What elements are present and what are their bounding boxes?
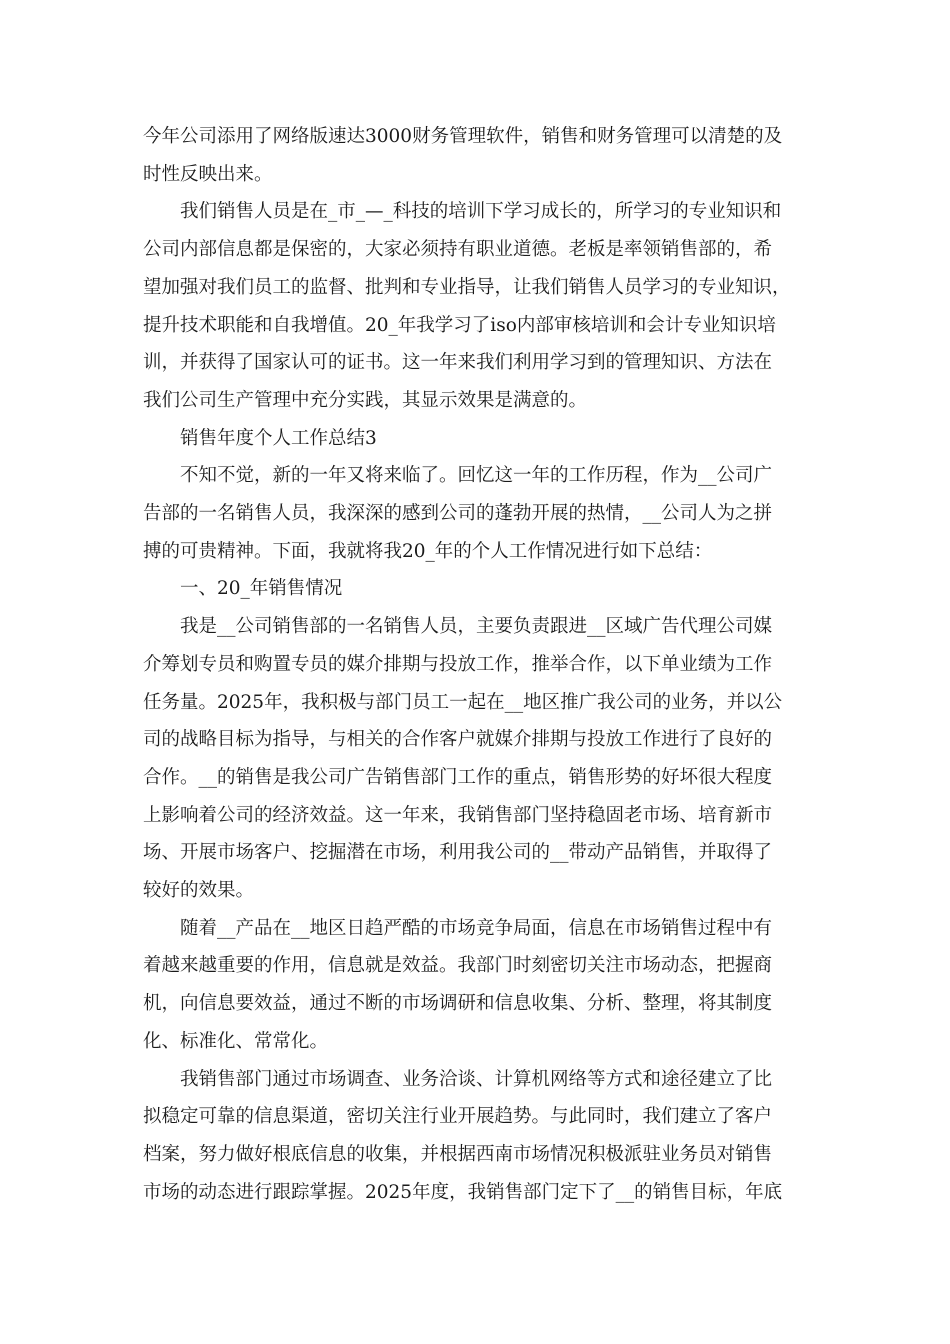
- text-line: 时性反映出来。: [143, 164, 273, 185]
- text-line: 着越来越重要的作用，信息就是效益。我部门时刻密切关注市场动态，把握商: [143, 955, 773, 976]
- text-line: 合作。__的销售是我公司广告销售部门工作的重点，销售形势的好坏很大程度: [143, 767, 773, 788]
- text-line: 今年公司添用了网络版速达3000财务管理软件，销售和财务管理可以清楚的及: [143, 126, 783, 147]
- text-line: 随着__产品在__地区日趋严酷的市场竞争局面，信息在市场销售过程中有: [180, 918, 773, 939]
- text-line: 不知不觉，新的一年又将来临了。回忆这一年的工作历程，作为__公司广: [180, 465, 773, 486]
- text-line: 我们销售人员是在_市_—_科技的培训下学习成长的，所学习的专业知识和: [180, 201, 782, 222]
- text-line: 机，向信息要效益，通过不断的市场调研和信息收集、分析、整理，将其制度: [143, 993, 773, 1014]
- text-line: 任务量。2025年，我积极与部门员工一起在__地区推广我公司的业务，并以公: [143, 692, 783, 713]
- text-line: 市场的动态进行跟踪掌握。2025年度，我销售部门定下了__的销售目标，年底: [143, 1182, 783, 1203]
- text-line: 档案，努力做好根底信息的收集，并根据西南市场情况积极派驻业务员对销售: [143, 1144, 773, 1165]
- text-line: 场、开展市场客户、挖掘潜在市场，利用我公司的__带动产品销售，并取得了: [143, 842, 773, 863]
- text-line: 我销售部门通过市场调查、业务洽谈、计算机网络等方式和途径建立了比: [180, 1069, 773, 1090]
- text-line: 搏的可贵精神。下面，我就将我20_年的个人工作情况进行如下总结：: [143, 541, 713, 562]
- text-line: 公司内部信息都是保密的，大家必须持有职业道德。老板是率领销售部的，希: [143, 239, 773, 260]
- text-line: 望加强对我们员工的监督、批判和专业指导，让我们销售人员学习的专业知识，: [143, 277, 791, 298]
- text-line: 我们公司生产管理中充分实践，其显示效果是满意的。: [143, 390, 588, 411]
- text-line: 我是__公司销售部的一名销售人员，主要负责跟进__区域广告代理公司媒: [180, 616, 773, 637]
- text-line: 上影响着公司的经济效益。这一年来，我销售部门坚持稳固老市场、培育新市: [143, 805, 773, 826]
- text-line: 销售年度个人工作总结3: [180, 428, 377, 449]
- text-line: 训，并获得了国家认可的证书。这一年来我们利用学习到的管理知识、方法在: [143, 352, 773, 373]
- text-line: 告部的一名销售人员，我深深的感到公司的蓬勃开展的热情，__公司人为之拼: [143, 503, 773, 524]
- text-line: 一、20_年销售情况: [180, 578, 343, 599]
- text-line: 提升技术职能和自我增值。20_年我学习了iso内部审核培训和会计专业知识培: [143, 315, 776, 336]
- text-line: 拟稳定可靠的信息渠道，密切关注行业开展趋势。与此同时，我们建立了客户: [143, 1106, 773, 1127]
- text-line: 化、标准化、常常化。: [143, 1031, 329, 1052]
- text-line: 较好的效果。: [143, 880, 255, 901]
- text-line: 司的战略目标为指导，与相关的合作客户就媒介排期与投放工作进行了良好的: [143, 729, 773, 750]
- text-line: 介筹划专员和购置专员的媒介排期与投放工作，推举合作，以下单业绩为工作: [143, 654, 773, 675]
